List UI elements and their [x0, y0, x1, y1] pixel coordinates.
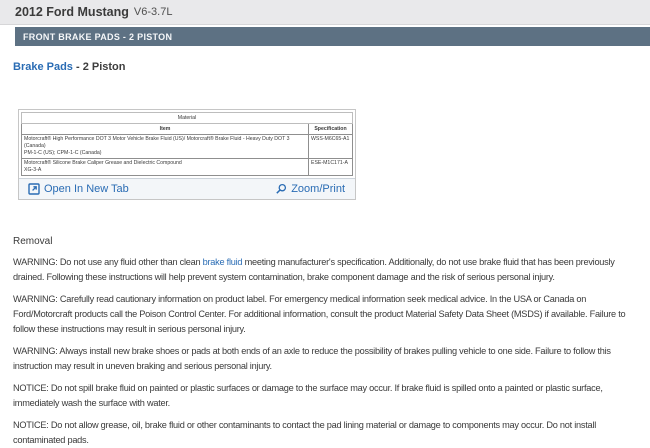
spec-cell: WSS-M6C65-A1: [309, 135, 353, 159]
breadcrumb: [13, 61, 650, 73]
table-caption: Material: [22, 113, 353, 124]
zoom-print-label: Zoom/Print: [291, 183, 345, 195]
item-cell: [22, 135, 309, 159]
open-in-new-tab-label: Open In New Tab: [44, 183, 129, 195]
spec-cell: ESE-M1C171-A: [309, 159, 353, 176]
column-header-specification: Specification: [309, 124, 353, 135]
procedure-text: [13, 255, 644, 448]
table-footer: [19, 178, 355, 199]
section-title-label: FRONT BRAKE PADS - 2 PISTON: [23, 31, 173, 42]
warning-paragraph: WARNING: Carefully read cautionary information on product label. For emergency medical information seek medical advice. In the USA or Canada on Ford/Motorcraft products call the Poison Control Center. For additional information, consult the product Material Safety Data Sheet (MSDS) if available. Failure to follow these instructions may result in serious personal injury.: [13, 294, 626, 334]
item-subtext: XG-3-A: [24, 167, 42, 173]
notice-paragraph: NOTICE: Do not allow grease, oil, brake fluid or other contaminants to contact the pad lining material or damage to components may occur. Do not install contaminated pads.: [13, 420, 596, 445]
warning-paragraph: WARNING: Always install new brake shoes or pads at both ends of an axle to reduce the possibility of brakes pulling vehicle to one side. Failure to follow this instruction may result in uneven braking and serious personal injury.: [13, 346, 611, 371]
zoom-print-link[interactable]: [275, 183, 345, 195]
column-header-item: Item: [22, 124, 309, 135]
material-table-widget: [18, 109, 356, 200]
table-row: [22, 159, 353, 176]
table-row: [22, 135, 353, 159]
magnifier-icon: [275, 183, 287, 195]
open-in-new-icon: [28, 183, 40, 195]
table-header-row: [22, 124, 353, 135]
open-in-new-tab-link[interactable]: [28, 183, 129, 195]
item-subtext: PM-1-C (US); CPM-1-C (Canada): [24, 150, 102, 156]
warning-paragraph: [13, 255, 644, 285]
vehicle-title: 2012 Ford Mustang: [15, 5, 129, 19]
warning-text-post: meeting manufacturer's specification. Additionally, do not use brake fluid that has been previously drained. Following these instructions will help prevent system contamination, brake component damage and the risk of serious personal injury.: [13, 257, 615, 282]
item-text: Motorcraft® Silicone Brake Caliper Grease and Dielectric Compound: [24, 160, 182, 166]
section-title-bar: [15, 27, 650, 46]
vehicle-engine: V6-3.7L: [133, 6, 173, 18]
breadcrumb-suffix: - 2 Piston: [72, 61, 126, 73]
item-text: Motorcraft® High Performance DOT 3 Motor Vehicle Brake Fluid (US)/ Motorcraft® Brake Fluid - Heavy Duty DOT 3 (Canada): [24, 136, 290, 149]
table-caption-row: [22, 113, 353, 124]
removal-heading: Removal: [13, 236, 53, 247]
notice-paragraph: NOTICE: Do not spill brake fluid on painted or plastic surfaces or damage to the surface may occur. If brake fluid is spilled onto a painted or plastic surface, immediately wash the surface with water.: [13, 383, 603, 408]
warning-text-pre: WARNING: Do not use any fluid other than clean: [13, 257, 203, 267]
item-cell: [22, 159, 309, 176]
brake-pads-link[interactable]: Brake Pads: [13, 61, 73, 73]
material-table: [21, 112, 353, 176]
brake-fluid-link[interactable]: brake fluid: [202, 257, 243, 267]
vehicle-header: [0, 0, 650, 25]
